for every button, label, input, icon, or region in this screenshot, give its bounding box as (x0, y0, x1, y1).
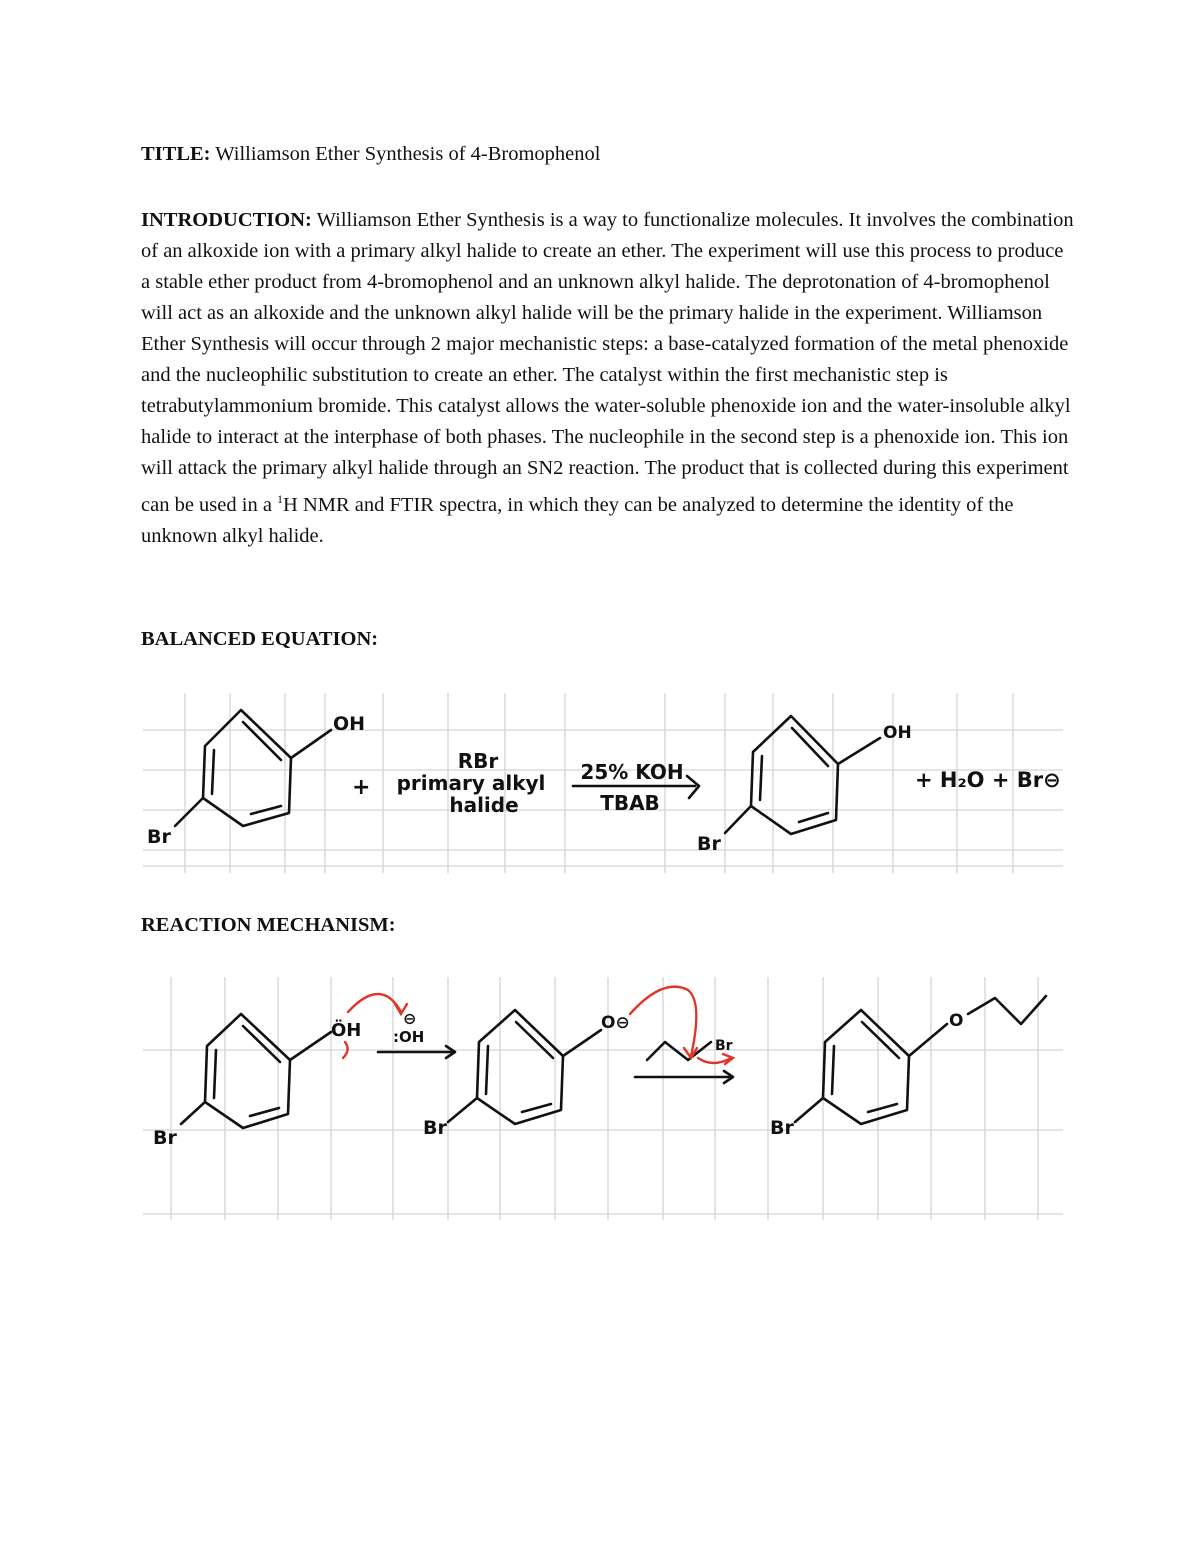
reaction-mechanism-figure (143, 972, 1063, 1220)
condition-below-arrow: TBAB (600, 791, 660, 815)
introduction-label: INTRODUCTION: (141, 209, 312, 231)
title-line (141, 143, 600, 166)
byproducts: + H₂O + Br⊖ (915, 768, 1061, 792)
reagent-formula: RBr (457, 749, 499, 773)
condition-above-arrow: 25% KOH (580, 760, 684, 784)
mechanism-bromophenol (153, 1014, 361, 1149)
ether-product (770, 996, 1046, 1139)
bromophenol-reactant (147, 710, 365, 848)
introduction-text-end: H NMR and FTIR spectra, in which they can be analyzed to determine the identity of the unknown alkyl halide. (141, 493, 1014, 547)
hydroxide-charge: ⊖ (403, 1009, 417, 1028)
leaving-group-bromine: Br (715, 1038, 733, 1054)
mechanism-bromine-2: Br (423, 1117, 447, 1139)
title-text: Williamson Ether Synthesis of 4-Bromophenol (215, 143, 601, 165)
reaction-mechanism-heading: REACTION MECHANISM: (141, 914, 396, 936)
phenoxide-oxygen: O⊖ (601, 1013, 630, 1033)
reagent-line-1: primary alkyl (396, 771, 546, 795)
hydroxide-base (393, 1009, 424, 1046)
balanced-equation-heading: BALANCED EQUATION: (141, 628, 379, 650)
reagent-line-2: halide (449, 793, 519, 817)
title-label: TITLE: (141, 143, 211, 165)
nmr-superscript: 1 (277, 492, 284, 506)
product-bromine: Br (697, 833, 721, 855)
reaction-arrow (573, 760, 699, 815)
phenoxide-intermediate (423, 1010, 630, 1139)
mechanism-bromine-3: Br (770, 1117, 794, 1139)
bromophenol-product (697, 716, 912, 855)
reactant-bromine: Br (147, 826, 171, 848)
mechanism-bromine-1: Br (153, 1127, 177, 1149)
ether-oxygen: O (949, 1011, 964, 1031)
alkyl-halide-reagent (397, 749, 546, 817)
step1-arrow (378, 1046, 455, 1058)
product-hydroxyl: OH (883, 723, 912, 743)
step2-arrow (635, 1071, 733, 1083)
introduction-text: Williamson Ether Synthesis is a way to functionalize molecules. It involves the combination of an alkoxide ion with a primary alkyl halide to create an ether. The experiment will use this process to produce a stable ether product from 4-bromophenol and an unknown alkyl halide. The deprotonation of 4-bromophenol will act as an alkoxide and the unknown alkyl halide will be the primary halide in the experiment. Williamson Ether Synthesis will occur through 2 major mechanistic steps: a base-catalyzed formation of the metal phenoxide and the nucleophilic substitution to create an ether. The catalyst within the first mechanistic step is tetrabutylammonium bromide. This catalyst allows the water-soluble phenoxide ion and the water-insoluble alkyl halide to interact at the interphase of both phases. The nucleophile in the second step is a phenoxide ion. This ion will attack the primary alkyl halide through an SN2 reaction. The product that is collected during this experiment can be used in a (141, 209, 1074, 516)
mechanism-hydroxyl: ÖH (331, 1020, 362, 1041)
introduction-paragraph (141, 205, 1076, 552)
balanced-equation-figure (143, 688, 1063, 873)
reactant-hydroxyl: OH (333, 713, 366, 735)
hydroxide-label: :OH (393, 1028, 425, 1046)
plus-sign: + (352, 775, 371, 800)
